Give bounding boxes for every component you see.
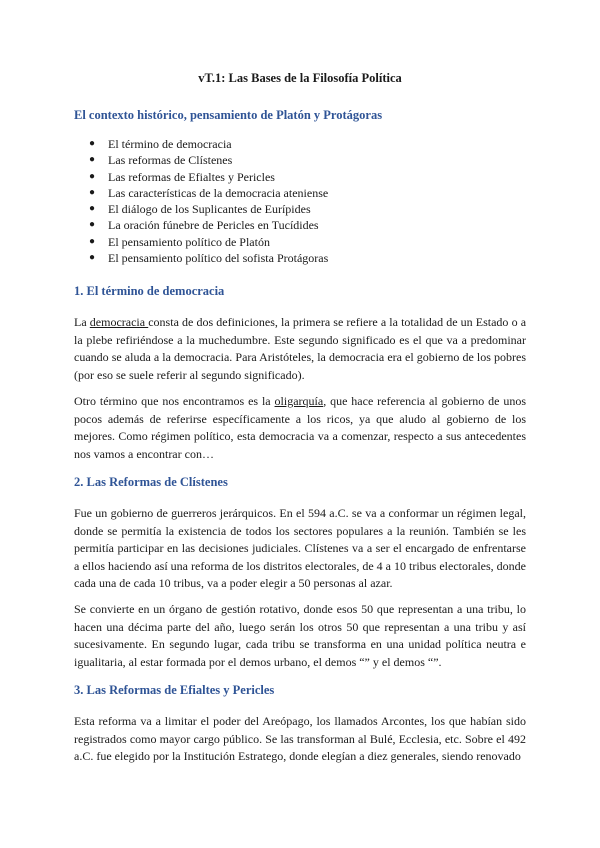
bullet-icon: ● xyxy=(89,154,96,166)
page-title: vT.1: Las Bases de la Filosofía Política xyxy=(198,71,402,85)
bullet-icon: ● xyxy=(89,203,96,215)
paragraph: Fue un gobierno de guerreros jerárquicos. En el 594 a.C. se va a conformar un régimen legal, donde se permitía la existencia de todos los sectores populares a la reunión. También se les permitía participar en las decisiones judiciales. Clístenes va a ser el encargado de enfrentarse a ellos haciendo así una reforma de los distritos electorales, de 4 a 10 tribus electorales, donde cada una de cada 10 tribus, va a poder elegir a 50 personas al azar. xyxy=(74,506,526,590)
list-item: ● El diálogo de los Suplicantes de Eurípides xyxy=(89,202,311,217)
list-item: ● La oración fúnebre de Pericles en Tucídides xyxy=(89,218,319,233)
list-item: ● Las reformas de Efialtes y Pericles xyxy=(89,169,275,184)
bullet-icon: ● xyxy=(89,186,96,198)
list-item: ● Las características de la democracia ateniense xyxy=(89,185,329,200)
paragraph: Esta reforma va a limitar el poder del Areópago, los llamados Arcontes, los que habían sido registrados como mayor cargo público. Se las transforman al Bulé, Ecclesia, etc. Sobre el 492 a.C. fue elegido por la Institución Estratego, donde elegían a diez generales, siendo renovado xyxy=(74,714,526,763)
section-heading-1: 1. El término de democracia xyxy=(74,284,225,298)
bullet-icon: ● xyxy=(89,235,96,247)
term-link-oligarquia: oligarquía xyxy=(274,394,324,408)
list-item: ● El pensamiento político del sofista Protágoras xyxy=(89,251,329,266)
term-link-democracia: democracia xyxy=(89,315,149,329)
section-heading-2: 2. Las Reformas de Clístenes xyxy=(74,475,228,489)
list-item: ● El pensamiento político de Platón xyxy=(89,234,270,249)
section-subtitle: El contexto histórico, pensamiento de Platón y Protágoras xyxy=(74,108,383,122)
topics-list xyxy=(74,136,328,266)
bullet-icon: ● xyxy=(89,252,96,264)
bullet-icon: ● xyxy=(89,138,96,149)
bullet-icon: ● xyxy=(89,219,96,231)
paragraph: Otro término que nos encontramos es la oligarquía, que hace referencia al gobierno de unos pocos además de referirse específicamente a los ricos, ya que aludo al gobierno de los mejores. Como régimen político, esta democracia va a comenzar, respecto a sus antecedentes nos vamos a encontrar con… xyxy=(74,394,526,461)
bullet-icon: ● xyxy=(89,170,96,182)
list-item: ● El término de democracia xyxy=(89,137,232,151)
paragraph: Se convierte en un órgano de gestión rotativo, donde esos 50 que representan a una tribu, lo hacen una décima parte del año, luego serán los otros 50 que representan a una tribu y así sucesivamente. En segundo lugar, cada tribu se transforma en una unidad política neutra e igualitaria, al estar formada por el demos urbano, el demos “” y el demos “”. xyxy=(74,602,526,669)
paragraph: La democracia consta de dos definiciones, la primera se refiere a la totalidad de un Estado o a la plebe refiriéndose a la muchedumbre. Este segundo significado es el que va a predominar cuando se aluda a la democracia. Para Aristóteles, la democracia era el gobierno de los pobres (por eso se suele referir al segundo significado). xyxy=(74,315,527,382)
list-item: ● Las reformas de Clístenes xyxy=(89,153,233,168)
section-heading-3: 3. Las Reformas de Efialtes y Pericles xyxy=(74,683,275,697)
